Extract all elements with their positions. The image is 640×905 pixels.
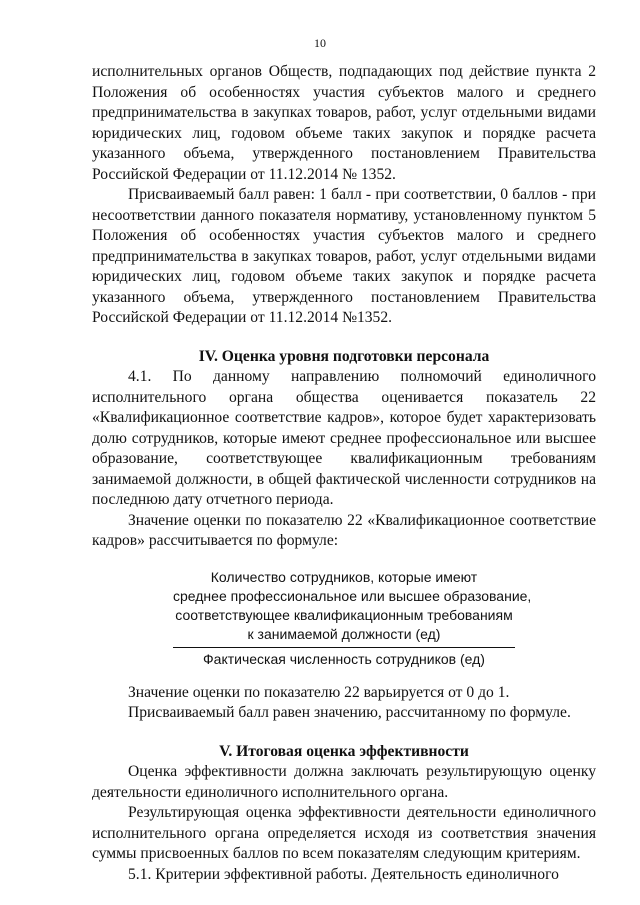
paragraph-range: Значение оценки по показателю 22 варьируется от 0 до 1. — [128, 683, 510, 701]
paragraph-assigned-score: Присваиваемый балл равен значению, рассчитанному по формуле. — [128, 704, 571, 721]
paragraph-5-intro: Оценка эффективности должна заключать результирующую оценку деятельности единоличного исполнительного органа. — [92, 763, 596, 801]
document-body — [92, 62, 596, 885]
formula-numerator-line: соответствующее квалификационным требованиям — [175, 606, 513, 623]
paragraph-continued: исполнительных органов Обществ, подпадающих под действие пункта 2 Положения об особенностях участия субъектов малого и среднего предпринимательства в закупках товаров, работ, услуг отдельными видами юридических лиц, годовом объеме таких закупок и порядке расчета указанного объема, утвержденного постановлением Правительства Российской Федерации от 11.12.2014 № 1352. — [92, 63, 596, 183]
formula-denominator: Фактическая численность сотрудников (ед) — [203, 650, 485, 667]
formula — [173, 568, 532, 669]
paragraph-5-1: 5.1. Критерии эффективной работы. Деятельность единоличного — [128, 865, 559, 883]
formula-numerator — [173, 568, 532, 644]
paragraph-score: Присваиваемый балл равен: 1 балл - при соответствии, 0 баллов - при несоответствии данного показателя нормативу, установленному пунктом 5 Положения об особенностях участия субъектов малого и среднего предпринимательства в закупках товаров, работ, услуг отдельными видами юридических лиц, годовом объеме таких закупок и порядке расчета указанного объема, утвержденного постановлением Правительства Российской Федерации от 11.12.2014 №1352. — [92, 186, 596, 326]
page-number: 10 — [314, 36, 326, 50]
section-heading-v: V. Итоговая оценка эффективности — [219, 742, 469, 760]
paragraph-formula-intro: Значение оценки по показателю 22 «Квалификационное соответствие кадров» рассчитывается по формуле: — [92, 511, 596, 549]
formula-numerator-line: к занимаемой должности (ед) — [247, 625, 441, 642]
paragraph-4-1: 4.1. По данному направлению полномочий единоличного исполнительного органа общества оценивается показатель 22 «Квалификационное соответствие кадров», которое будет характеризовать долю сотрудников, которые имеют среднее профессиональное или высшее образование, соответствующее квалификационным требованиям занимаемой должности, в общей фактической численности сотрудников на последнюю дату отчетного периода. — [92, 368, 596, 508]
section-heading-iv: IV. Оценка уровня подготовки персонала — [198, 347, 490, 365]
formula-numerator-line: Количество сотрудников, которые имеют — [210, 568, 478, 585]
formula-numerator-line: среднее профессиональное или высшее образование, — [173, 587, 532, 604]
fraction-bar — [173, 647, 515, 648]
paragraph-5-result: Результирующая оценка эффективности деятельности единоличного исполнительного органа определяется исходя из соответствия значения суммы присвоенных баллов по всем показателям следующим критериям. — [92, 804, 596, 862]
